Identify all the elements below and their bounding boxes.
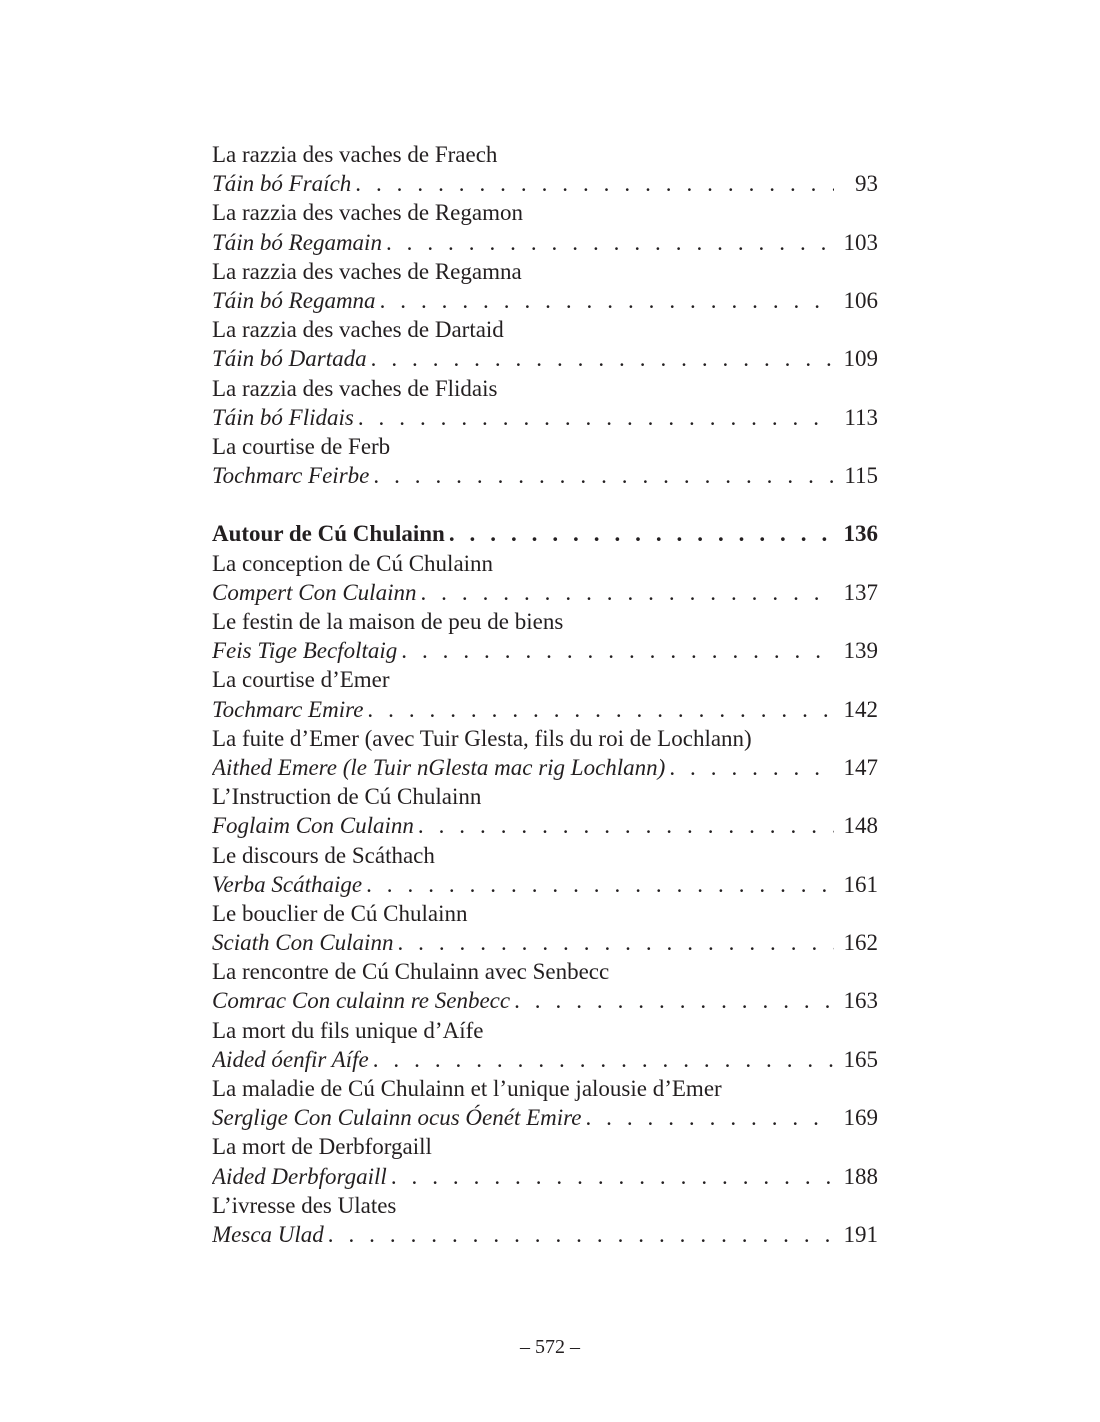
toc-entry-original[interactable]: [212, 1220, 878, 1249]
dot-leader: [585, 1103, 834, 1132]
dot-leader: [355, 169, 834, 198]
dot-leader: [358, 403, 834, 432]
page-number: 188: [843, 1163, 878, 1189]
dot-leader: [373, 1045, 834, 1074]
toc-entry-title[interactable]: Le festin de la maison de peu de biens: [212, 609, 564, 634]
toc-entry-original[interactable]: [212, 286, 878, 315]
page-footer-number: – 572 –: [520, 1336, 580, 1358]
original-title: Verba Scáthaige: [212, 871, 363, 897]
toc-entry-title[interactable]: L’ivresse des Ulates: [212, 1192, 397, 1218]
section-page-number: 136: [843, 521, 878, 547]
toc-entry-title[interactable]: La rencontre de Cú Chulainn avec Senbecc: [212, 959, 610, 985]
original-title: Aided óenfir Aífe: [212, 1046, 369, 1072]
toc-entry-original[interactable]: [212, 169, 878, 198]
toc-entry-title[interactable]: La courtise de Ferb: [212, 433, 391, 459]
original-title: Tochmarc Feirbe: [212, 463, 370, 489]
dot-leader: [380, 286, 834, 315]
toc-entry-title[interactable]: La razzia des vaches de Regamna: [212, 258, 522, 284]
toc-entry-title[interactable]: La razzia des vaches de Dartaid: [212, 317, 504, 343]
toc-entry-original[interactable]: [212, 1162, 878, 1191]
page-number: 161: [843, 871, 878, 897]
original-title: Táin bó Regamna: [212, 287, 376, 313]
page-number: 115: [844, 463, 878, 489]
toc-entry-original[interactable]: [212, 986, 878, 1015]
toc-entry-original[interactable]: [212, 578, 878, 607]
page-number: 147: [843, 754, 878, 780]
dot-leader: [328, 1220, 834, 1249]
original-title: Táin bó Regamain: [212, 229, 382, 255]
dot-leader: [366, 870, 834, 899]
page-number: 106: [843, 287, 878, 313]
original-title: Tochmarc Emire: [212, 696, 364, 722]
original-title: Foglaim Con Culainn: [212, 813, 414, 839]
toc-entry-title[interactable]: La maladie de Cú Chulainn et l’unique jalousie d’Emer: [212, 1076, 722, 1101]
toc-entry-title[interactable]: La conception de Cú Chulainn: [212, 550, 494, 576]
original-title: Táin bó Flidais: [212, 404, 354, 430]
toc-entry-title[interactable]: Le discours de Scáthach: [212, 842, 435, 868]
table-of-contents: [212, 140, 878, 1249]
toc-entry-original[interactable]: [212, 461, 878, 490]
toc-group: [212, 549, 878, 1250]
dot-leader: [418, 811, 834, 840]
page-number: 148: [843, 813, 878, 839]
toc-entry-original[interactable]: [212, 344, 878, 373]
page-number: 137: [843, 579, 878, 605]
dot-leader: [371, 344, 834, 373]
toc-entry-original[interactable]: [212, 753, 878, 782]
toc-group: [212, 140, 878, 490]
dot-leader: [401, 636, 834, 665]
dot-leader: [386, 228, 834, 257]
toc-entry-original[interactable]: [212, 1103, 878, 1132]
toc-section-heading[interactable]: [212, 519, 878, 548]
page-number: 142: [843, 696, 878, 722]
dot-leader: [391, 1162, 834, 1191]
toc-entry-title[interactable]: La fuite d’Emer (avec Tuir Glesta, fils du roi de Lochlann): [212, 725, 752, 751]
original-title: Serglige Con Culainn ocus Óenét Emire: [212, 1105, 582, 1131]
toc-entry-title[interactable]: Le bouclier de Cú Chulainn: [212, 900, 468, 926]
page-number: 163: [843, 988, 878, 1014]
page-number: 113: [844, 404, 878, 430]
original-title: Táin bó Dartada: [212, 346, 367, 372]
dot-leader: [367, 695, 834, 724]
spacer: [212, 490, 878, 519]
page-number: 93: [855, 171, 878, 197]
original-title: Compert Con Culainn: [212, 579, 417, 605]
toc-entry-title[interactable]: La mort de Derbforgaill: [212, 1134, 432, 1160]
original-title: Feis Tige Becfoltaig: [212, 638, 398, 664]
page-number: 169: [843, 1105, 878, 1131]
original-title: Mesca Ulad: [212, 1221, 324, 1247]
toc-entry-title[interactable]: La mort du fils unique d’Aífe: [212, 1017, 484, 1043]
section-title: Autour de Cú Chulainn: [212, 521, 445, 547]
dot-leader: [669, 753, 834, 782]
original-title: Táin bó Fraích: [212, 171, 352, 197]
toc-entry-title[interactable]: La courtise d’Emer: [212, 667, 390, 693]
page-number: 103: [843, 229, 878, 255]
toc-entry-original[interactable]: [212, 636, 878, 665]
toc-entry-original[interactable]: [212, 1045, 878, 1074]
original-title: Aithed Emere (le Tuir nGlesta mac rig Lochlann): [212, 754, 666, 780]
toc-entry-original[interactable]: [212, 403, 878, 432]
toc-entry-original[interactable]: [212, 811, 878, 840]
toc-entry-original[interactable]: [212, 695, 878, 724]
page-number: 191: [843, 1221, 878, 1247]
dot-leader: [420, 578, 834, 607]
toc-entry-title[interactable]: La razzia des vaches de Fraech: [212, 142, 498, 167]
original-title: Sciath Con Culainn: [212, 930, 394, 956]
page-number: 109: [843, 346, 878, 372]
original-title: Aided Derbforgaill: [212, 1163, 387, 1189]
toc-entry-original[interactable]: [212, 870, 878, 899]
dot-leader: [449, 519, 834, 548]
page-number: 162: [843, 930, 878, 956]
dot-leader: [397, 928, 834, 957]
page-number: 165: [843, 1046, 878, 1072]
toc-entry-title[interactable]: La razzia des vaches de Flidais: [212, 375, 498, 401]
dot-leader: [514, 986, 834, 1015]
dot-leader: [373, 461, 834, 490]
toc-entry-original[interactable]: [212, 928, 878, 957]
toc-entry-title[interactable]: La razzia des vaches de Regamon: [212, 200, 523, 226]
toc-entry-title[interactable]: L’Instruction de Cú Chulainn: [212, 784, 482, 810]
page-number: 139: [843, 638, 878, 664]
toc-entry-original[interactable]: [212, 228, 878, 257]
original-title: Comrac Con culainn re Senbecc: [212, 988, 511, 1014]
